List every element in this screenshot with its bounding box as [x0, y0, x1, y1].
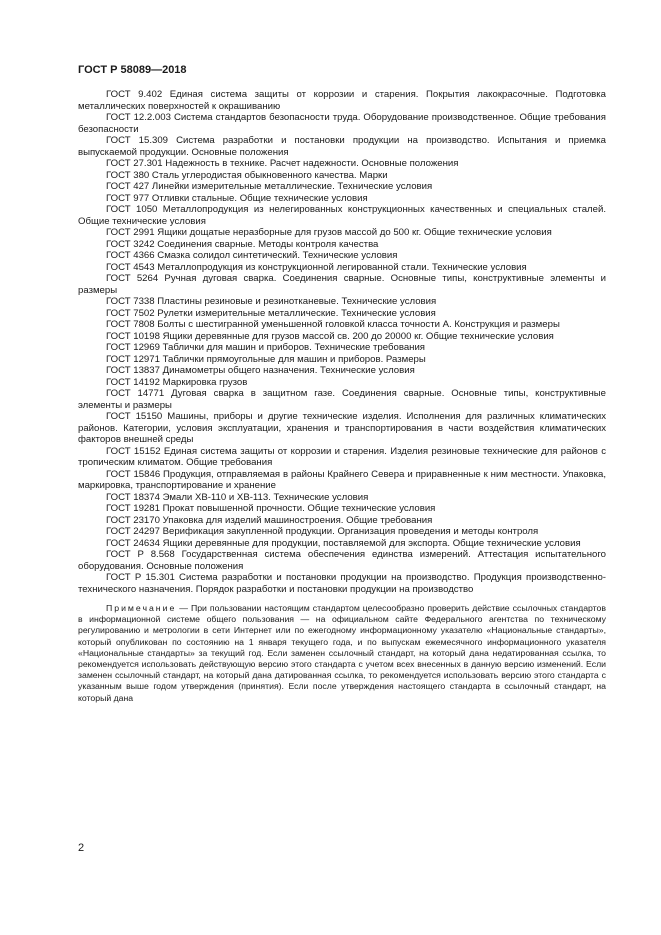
reference-item: ГОСТ 14771 Дуговая сварка в защитном газе. Соединения сварные. Основные типы, конструктивные элементы и размеры [78, 388, 606, 411]
reference-item: ГОСТ 14192 Маркировка грузов [106, 376, 248, 388]
reference-item: ГОСТ 18374 Эмали ХВ-110 и ХВ-113. Технические условия [106, 491, 369, 503]
reference-item: ГОСТ 4366 Смазка солидол синтетический. Технические условия [106, 250, 398, 261]
reference-item: ГОСТ 7808 Болты с шестигранной уменьшенной головкой класса точности А. Конструкция и размеры [106, 319, 560, 330]
reference-item: ГОСТ 380 Сталь углеродистая обыкновенного качества. Марки [106, 169, 388, 181]
reference-item: ГОСТ 13837 Динамометры общего назначения. Технические условия [106, 365, 415, 376]
reference-item: ГОСТ 23170 Упаковка для изделий машиностроения. Общие требования [106, 514, 433, 526]
note-block [78, 603, 606, 704]
note-text: — При пользовании настоящим стандартом целесообразно проверить действие ссылочных стандартов в информационной системе общего пользования — на официальном сайте Федерального агентства по техническому регулированию и метрологии в сети Интернет или по ежегодному информационному указателю «Национальные стандарты», который опубликован по состоянию на 1 января текущего года, и по выпускам ежемесячного информационного указателя «Национальные стандарты» за текущий год. Если заменен ссылочный стандарт, на который дана недатированная ссылка, то рекомендуется использовать действующую версию этого стандарта с учетом всех внесенных в данную версию изменений. Если заменен ссылочный стандарт, на который дана датированная ссылка, то рекомендуется использовать версию этого стандарта с указанным выше годом утверждения (принятия). Если после утверждения настоящего стандарта в ссылочный стандарт, на который дана [78, 603, 606, 703]
page-number: 2 [78, 842, 85, 854]
reference-item: ГОСТ Р 15.301 Система разработки и постановки продукции на производство. Продукция производственно-технического назначения. Порядок разработки и постановки продукции на производство [78, 572, 606, 595]
reference-item: ГОСТ 10198 Ящики деревянные для грузов массой св. 200 до 20000 кг. Общие технические условия [106, 330, 554, 342]
note-label: Примечание [106, 603, 177, 613]
reference-item: ГОСТ 15.309 Система разработки и постановки продукции на производство. Испытания и приемка выпускаемой продукции. Основные положения [78, 135, 606, 158]
reference-item: ГОСТ 12971 Таблички прямоугольные для машин и приборов. Размеры [106, 353, 426, 365]
reference-item: ГОСТ 7338 Пластины резиновые и резинотканевые. Технические условия [106, 296, 437, 307]
reference-item: ГОСТ 15846 Продукция, отправляемая в районы Крайнего Севера и приравненные к ним местности. Упаковка, маркировка, транспортирование и хранение [78, 468, 606, 491]
normative-references [78, 89, 606, 704]
reference-item: ГОСТ 1050 Металлопродукция из нелегированных конструкционных качественных и специальных сталей. Общие технические условия [78, 204, 606, 227]
reference-item: ГОСТ 5264 Ручная дуговая сварка. Соединения сварные. Основные типы, конструктивные элементы и размеры [78, 273, 606, 296]
reference-item: ГОСТ 4543 Металлопродукция из конструкционной легированной стали. Технические условия [106, 261, 527, 273]
reference-item: ГОСТ 15150 Машины, приборы и другие технические изделия. Исполнения для различных климатических районов. Категории, условия эксплуатации, хранения и транспортирования в части воздействия климатических факторов внешней среды [78, 411, 606, 445]
reference-item: ГОСТ 24297 Верификация закупленной продукции. Организация проведения и методы контроля [106, 526, 539, 537]
reference-item: ГОСТ 27.301 Надежность в технике. Расчет надежности. Основные положения [106, 158, 459, 169]
reference-item: ГОСТ 12969 Таблички для машин и приборов. Технические требования [106, 342, 426, 353]
reference-item: ГОСТ 427 Линейки измерительные металлические. Технические условия [106, 181, 433, 192]
reference-item: ГОСТ 9.402 Единая система защиты от коррозии и старения. Покрытия лакокрасочные. Подготовка металлических поверхностей к окрашиванию [78, 89, 606, 112]
reference-item: ГОСТ 12.2.003 Система стандартов безопасности труда. Оборудование производственное. Общие требования безопасности [78, 112, 606, 135]
reference-item: ГОСТ 24634 Ящики деревянные для продукции, поставляемой для экспорта. Общие технические условия [106, 537, 581, 549]
document-header: ГОСТ Р 58089—2018 [78, 64, 187, 76]
reference-item: ГОСТ 19281 Прокат повышенной прочности. Общие технические условия [106, 503, 436, 514]
reference-item: ГОСТ 977 Отливки стальные. Общие технические условия [106, 192, 368, 204]
reference-item: ГОСТ 15152 Единая система защиты от коррозии и старения. Изделия резиновые технические для районов с тропическим климатом. Общие требования [78, 445, 606, 468]
reference-item: ГОСТ 7502 Рулетки измерительные металлические. Технические условия [106, 307, 436, 319]
reference-item: ГОСТ Р 8.568 Государственная система обеспечения единства измерений. Аттестация испытательного оборудования. Основные положения [78, 549, 606, 572]
reference-item: ГОСТ 2991 Ящики дощатые неразборные для грузов массой до 500 кг. Общие технические условия [106, 227, 552, 238]
reference-item: ГОСТ 3242 Соединения сварные. Методы контроля качества [106, 238, 379, 250]
